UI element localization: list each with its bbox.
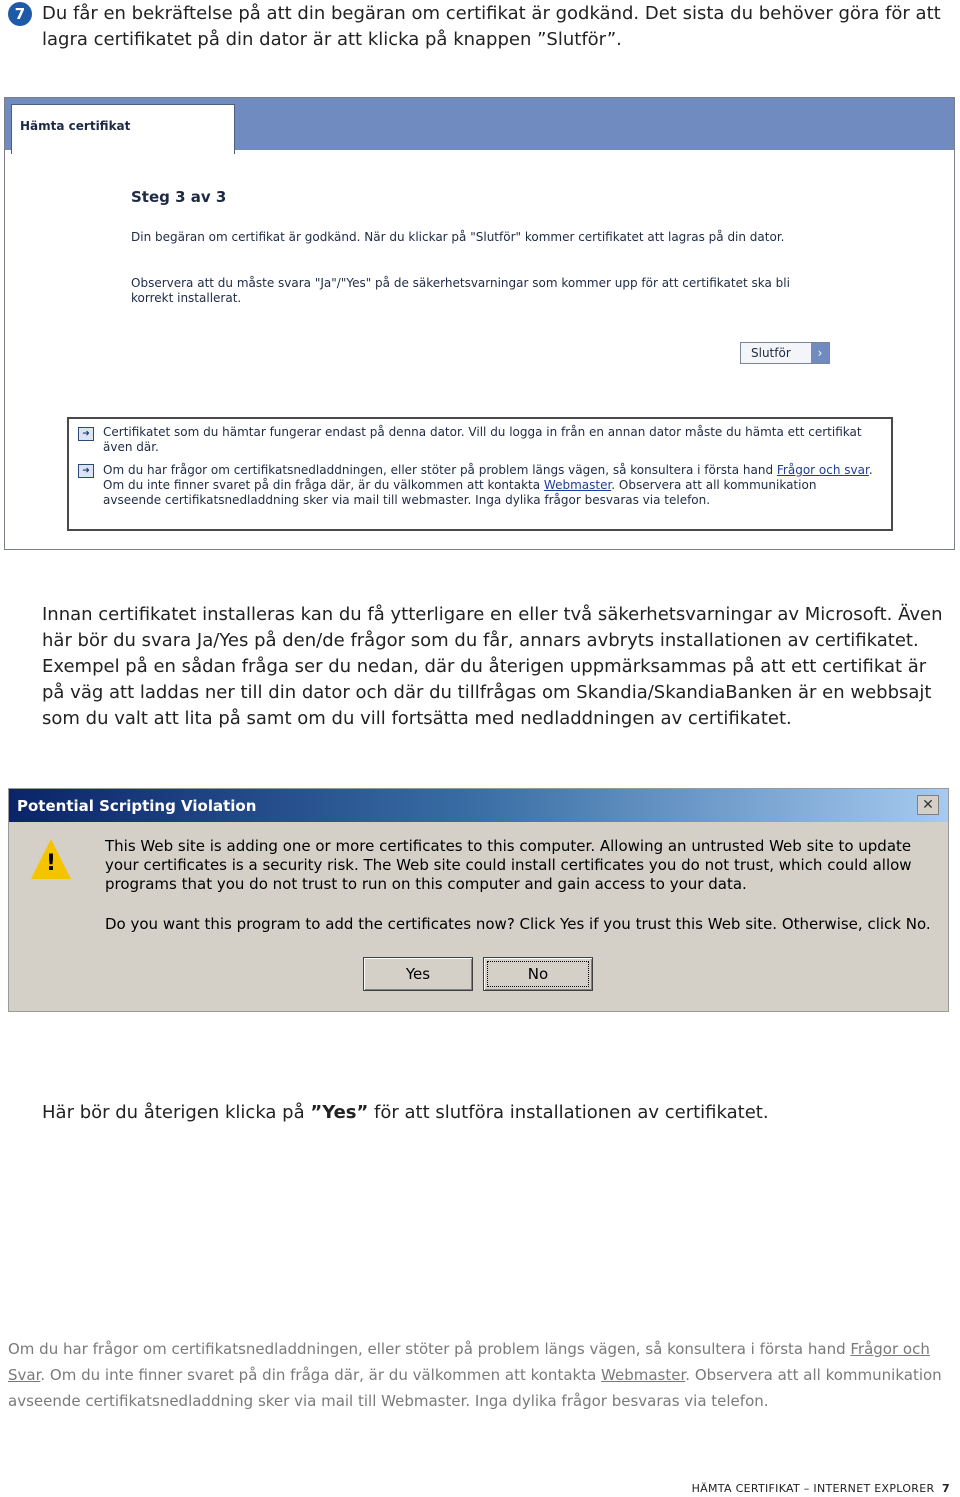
finish-button[interactable]: [740, 342, 830, 364]
warning-paragraph: Observera att du måste svara "Ja"/"Yes" på de säkerhetsvarningar som kommer upp för att certifikatet ska bli korrekt installerat.: [131, 276, 790, 305]
dialog-question: Do you want this program to add the certificates now? Click Yes if you trust this Web site. Otherwise, click No.: [105, 915, 931, 933]
yes-instruction: Här bör du återigen klicka på ”Yes” för att slutföra installationen av certifikatet.: [42, 1102, 769, 1123]
scripting-violation-dialog: [8, 788, 949, 1012]
approval-paragraph: Din begäran om certifikat är godkänd. När du klickar på "Slutför" kommer certifikatet att lagras på din dator.: [131, 230, 785, 244]
arrow-right-icon: ➜: [78, 427, 94, 441]
page-footer: HÄMTA CERTIFIKAT – INTERNET EXPLORER 7: [691, 1482, 950, 1495]
tab-label: Hämta certifikat: [20, 119, 131, 133]
finish-button-label: Slutför: [751, 346, 791, 360]
no-button[interactable]: No: [483, 957, 593, 991]
step-instruction: Du får en bekräftelse på att din begäran om certifikat är godkänd. Det sista du behöver göra för att lagra certifikatet på din dator är att klicka på knappen ”Slutför”.: [42, 3, 941, 50]
faq-link[interactable]: Frågor och svar: [776, 463, 869, 477]
help-footnote: Om du har frågor om certifikatsnedladdningen, eller stöter på problem längs vägen, så konsultera i första hand Frågor och Svar. Om du inte finner svaret på din fråga där, är du välkommen att kontakta Webmaster. Observera att all kommunikation avseende certifikatsnedladdning sker via mail till Webmaster. Inga dylika frågor besvaras via telefon.: [8, 1340, 942, 1410]
dialog-title: Potential Scripting Violation: [17, 797, 257, 815]
exclamation-icon: !: [45, 851, 57, 876]
faq-link[interactable]: Frågor och Svar: [8, 1340, 930, 1384]
dialog-titlebar: [9, 789, 948, 822]
close-icon[interactable]: ✕: [917, 795, 939, 815]
arrow-right-icon: ➜: [78, 464, 94, 478]
webmaster-link[interactable]: Webmaster: [601, 1366, 686, 1384]
info-text-1: Certifikatet som du hämtar fungerar endast på denna dator. Vill du logga in från en annan dator måste du hämta ett certifikat även där.: [103, 425, 862, 454]
webmaster-link[interactable]: Webmaster: [543, 478, 612, 492]
step-heading: Steg 3 av 3: [131, 188, 227, 206]
certificate-page-screenshot: [4, 97, 955, 550]
yes-button[interactable]: Yes: [363, 957, 473, 991]
info-text-2: Om du har frågor om certifikatsnedladdningen, eller stöter på problem längs vägen, så konsultera i första hand Frågor och svar. Om du inte finner svaret på din fråga där, är du välkommen att kontakta Webmaster. Observera att all kommunikation avseende certifikatsnedladdning sker via mail till webmaster. Inga dylika frågor besvaras via telefon.: [103, 463, 873, 507]
step-number-badge: 7: [8, 2, 32, 26]
info-box: [67, 417, 893, 531]
security-warning-explanation: Innan certifikatet installeras kan du få ytterligare en eller två säkerhetsvarningar av Microsoft. Även här bör du svara Ja/Yes på den/de frågor som du får, annars avbryts installationen av certifikatet. Exempel på en sådan fråga ser du nedan, där du återigen uppmärksammas på att ett certifikat är på väg att laddas ner till din dator och där du tillfrågas om Skandia/SkandiaBanken är en webbsajt som du valt att lita på samt om du vill fortsätta med nedladdningen av certifikatet.: [42, 604, 943, 729]
tab-hamta-certifikat[interactable]: [11, 104, 235, 154]
chevron-right-icon: ›: [811, 343, 829, 363]
page-number: 7: [942, 1482, 950, 1495]
dialog-message: This Web site is adding one or more certificates to this computer. Allowing an untrusted Web site to update your certificates is a security risk. The Web site could install certificates you do not trust, which could allow programs that you do not trust to run on this computer and gain access to your data.: [105, 837, 912, 893]
